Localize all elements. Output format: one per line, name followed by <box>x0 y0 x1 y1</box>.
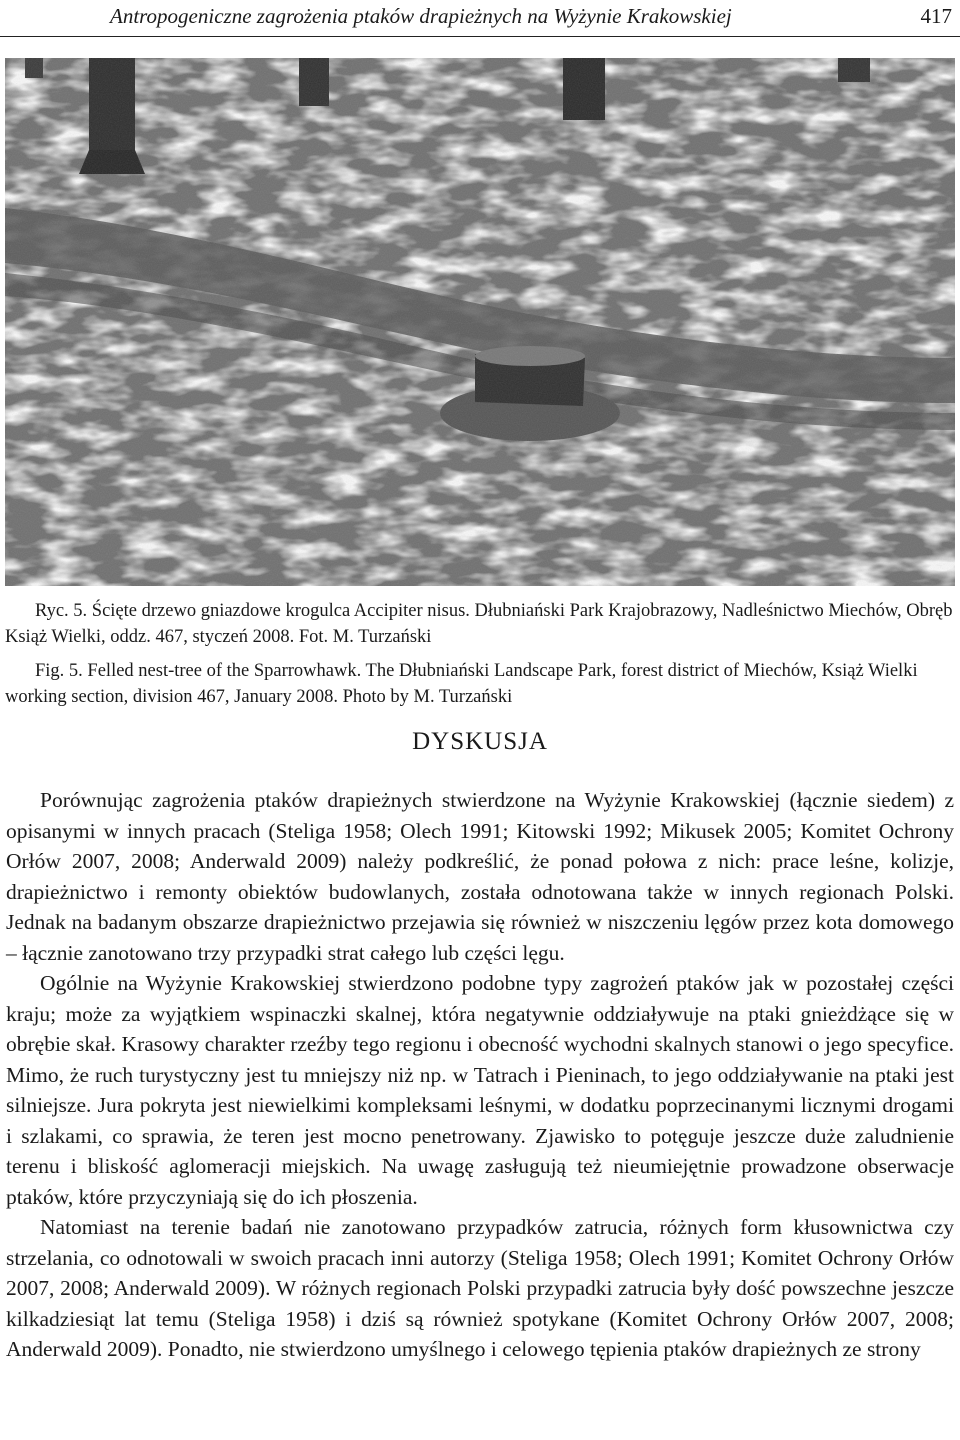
felled-tree-stump-photo <box>5 58 955 586</box>
paragraph: Ogólnie na Wyżynie Krakowskiej stwierdzono podobne typy zagrożeń ptaków jak w pozostałej części kraju; może za wyjątkiem wspinaczki skalnej, która negatywnie oddziaływuje na ptaki gnieżdżące się w obrębie skał. Krasowy charakter rzeźby tego regionu i obecność wychodni skalnych stanowi o jego specyfice. Mimo, że ruch turystyczny jest tu mniejszy niż np. w Tatrach i Pieninach, to jego oddziaływanie na ptaki jest silniejsze. Jura pokryta jest niewielkimi kompleksami leśnymi, w dodatku poprzecinanymi licznymi drogami i szlakami, co sprawia, że teren jest mocno penetrowany. Zjawisko to potęguje jeszcze duże zaludnienie terenu i bliskość aglomeracji miejskich. Na uwagę zasługują też nieumiejętnie prowadzone obserwacje ptaków, które przyczyniają się do ich płoszenia. <box>6 971 954 1209</box>
figure-caption-english <box>5 658 955 710</box>
figure-caption-polish <box>5 598 955 650</box>
paragraph: Natomiast na terenie badań nie zanotowano przypadków zatrucia, różnych form kłusownictwa czy strzelania, co odnotowali w swoich pracach inni autorzy (Steliga 1958; Olech 1991; Komitet Ochrony Orłów 2007, 2008; Anderwald 2009). W różnych regionach Polski przypadki zatrucia były dość powszechne jeszcze kilkadziesiąt lat temu (Steliga 1958) i dziś są również spotykane (Komitet Ochrony Orłów 2007, 2008; Anderwald 2009). Ponadto, nie stwierdzono umyślnego i celowego tępienia ptaków drapieżnych ze strony <box>6 1215 954 1361</box>
paragraph: Porównując zagrożenia ptaków drapieżnych stwierdzone na Wyżynie Krakowskiej (łącznie siedem) z opisanymi w innych pracach (Steliga 1958; Olech 1991; Kitowski 1992; Mikusek 2005; Komitet Ochrony Orłów 2007, 2008; Anderwald 2009) należy podkreślić, że ponad połowa z nich: prace leśne, kolizje, drapieżnictwo i remonty obiektów budowlanych, została odnotowana także w innych regionach Polski. Jednak na badanym obszarze drapieżnictwo przejawia się również w niszczeniu lęgów przez kota domowego – łącznie zanotowano trzy przypadki strat całego lub części lęgu. <box>6 788 954 965</box>
running-title: Antropogeniczne zagrożenia ptaków drapieżnych na Wyżynie Krakowskiej <box>110 4 732 28</box>
figure-photo <box>5 58 955 586</box>
caption-text: Fig. 5. Felled nest-tree of the Sparrowhawk. The Dłubniański Landscape Park, forest district of Miechów, Książ Wielki working section, division 467, January 2008. Photo by M. Turzański <box>5 661 918 707</box>
page-number: 417 <box>920 4 952 28</box>
body-text <box>6 785 954 1365</box>
caption-text: Ryc. 5. Ścięte drzewo gniazdowe krogulca Accipiter nisus. Dłubniański Park Krajobrazowy, Nadleśnictwo Miechów, Obręb Książ Wielki, oddz. 467, styczeń 2008. Fot. M. Turzański <box>5 601 953 647</box>
section-heading: DYSKUSJA <box>412 728 548 755</box>
running-header <box>0 0 960 37</box>
